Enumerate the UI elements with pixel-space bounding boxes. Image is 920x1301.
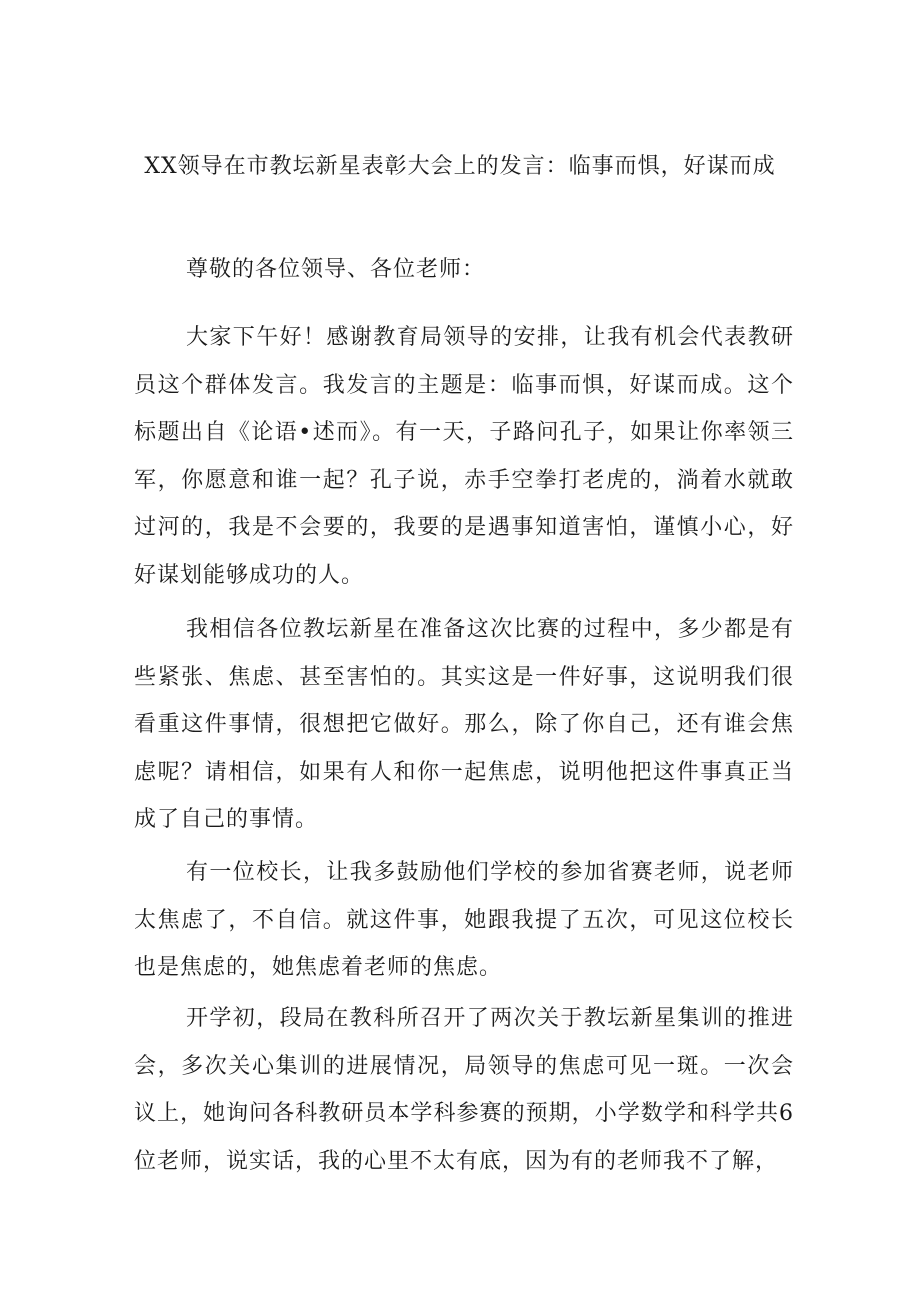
salutation: 尊敬的各位领导、各位老师： — [186, 257, 486, 282]
paragraph-1: 大家下午好！感谢教育局领导的安排，让我有机会代表教研员这个群体发言。我发言的主题是：临事而惧，好谋而成。这个标题出自《论语•述而》。有一天，子路问孔子，如果让你率领三军，你愿意和谁一起？孔子说，赤手空拳打老虎的，淌着水就敢过河的，我是不会要的，我要的是遇事知道害怕，谨慎小心，好好谋划能够成功的人。 — [134, 325, 794, 588]
document-title: XX领导在市教坛新星表彰大会上的发言：临事而惧，好谋而成 — [144, 154, 776, 179]
paragraph-3: 有一位校长，让我多鼓励他们学校的参加省赛老师，说老师太焦虑了，不自信。就这件事，她跟我提了五次，可见这位校长也是焦虑的，她焦虑着老师的焦虑。 — [134, 860, 794, 980]
paragraph-4: 开学初，段局在教科所召开了两次关于教坛新星集训的推进会，多次关心集训的进展情况，局领导的焦虑可见一斑。一次会议上，她询问各科教研员本学科参赛的预期，小学数学和科学共6位老师，说实话，我的心里不太有底，因为有的老师我不了解， — [134, 1006, 794, 1174]
paragraph-2: 我相信各位教坛新星在准备这次比赛的过程中，多少都是有些紧张、焦虑、甚至害怕的。其实这是一件好事，这说明我们很看重这件事情，很想把它做好。那么，除了你自己，还有谁会焦虑呢？请相信，如果有人和你一起焦虑，说明他把这件事真正当成了自己的事情。 — [134, 617, 794, 832]
